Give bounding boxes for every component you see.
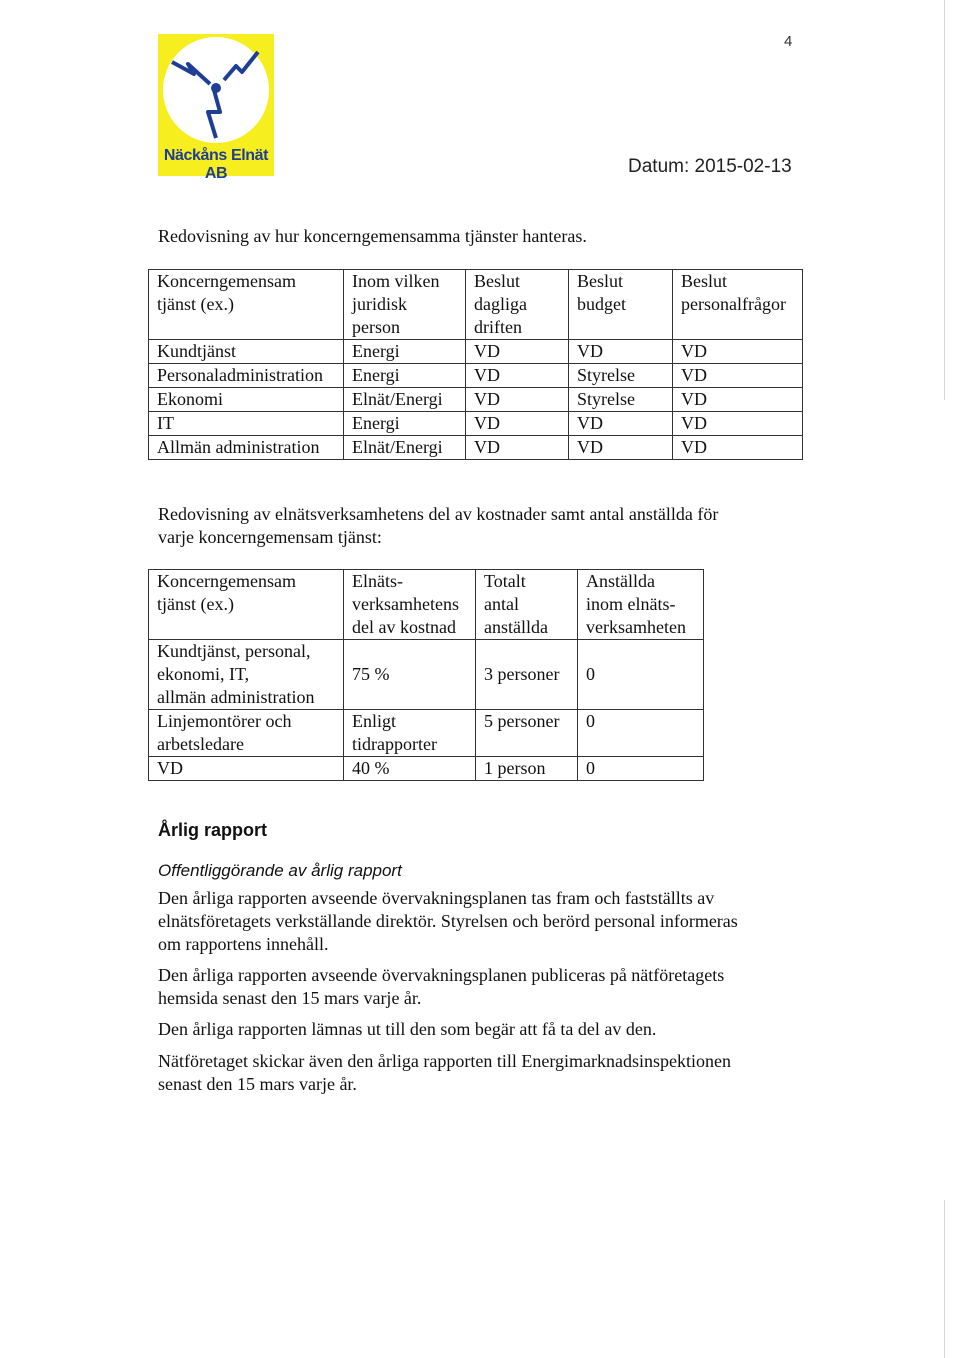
table-row (149, 436, 803, 460)
table-cell: VD (569, 436, 673, 460)
header-cell: Inom vilken juridisk person (344, 270, 466, 340)
table-cell: VD (466, 436, 569, 460)
header-cell: Koncerngemensam tjänst (ex.) (149, 270, 344, 340)
page-number: 4 (784, 33, 793, 50)
table-cell: 0 (578, 710, 704, 757)
logo-emblem-icon (158, 34, 274, 146)
table-row (149, 364, 803, 388)
table-cell: 3 personer (476, 640, 578, 710)
header-cell: Anställda inom elnäts- verksamheten (578, 570, 704, 640)
header-cell: Elnäts- verksamhetens del av kostnad (344, 570, 476, 640)
table-cell: Elnät/Energi (344, 388, 466, 412)
paragraph: Den årliga rapporten avseende övervakningsplanen tas fram och fastställts av elnätsföretagets verkställande direktör. Styrelsen och berörd personal informeras om rapportens innehåll. (158, 888, 738, 954)
table-cell: 1 person (476, 757, 578, 781)
table-cell: Energi (344, 412, 466, 436)
table-cell: VD (569, 340, 673, 364)
scan-edge-line (944, 1200, 945, 1358)
table-row (149, 757, 704, 781)
table-cell: Kundtjänst, personal, ekonomi, IT, allmän administration (149, 640, 344, 710)
table-row (149, 340, 803, 364)
paragraph: Nätföretaget skickar även den årliga rapporten till Energimarknadsinspektionen senast den 15 mars varje år. (158, 1051, 731, 1094)
table-cell: Kundtjänst (149, 340, 344, 364)
table-header-row (149, 570, 704, 640)
section-title: Årlig rapport (158, 820, 268, 840)
header-cell: Beslut personalfrågor (673, 270, 803, 340)
table-cell: 0 (578, 640, 704, 710)
table-cell: Allmän administration (149, 436, 344, 460)
scan-edge-line (944, 0, 945, 400)
header-cell: Totalt antal anställda (476, 570, 578, 640)
table-cell: Linjemontörer och arbetsledare (149, 710, 344, 757)
table-cell: VD (569, 412, 673, 436)
header-cell: Beslut budget (569, 270, 673, 340)
table-cell: Styrelse (569, 364, 673, 388)
table-cell: VD (466, 340, 569, 364)
table-header-row (149, 270, 803, 340)
paragraph: Den årliga rapporten avseende övervakningsplanen publiceras på nätföretagets hemsida senast den 15 mars varje år. (158, 965, 725, 1008)
table-cell: VD (673, 340, 803, 364)
section-subtitle: Offentliggörande av årlig rapport (158, 861, 402, 880)
table-row (149, 388, 803, 412)
header-cell: Beslut dagliga driften (466, 270, 569, 340)
cost-share-table (148, 569, 704, 781)
document-date: Datum: 2015-02-13 (628, 156, 792, 177)
table-cell: IT (149, 412, 344, 436)
table-cell: VD (673, 436, 803, 460)
table-cell: Enligt tidrapporter (344, 710, 476, 757)
header-cell: Koncerngemensam tjänst (ex.) (149, 570, 344, 640)
table-cell: VD (673, 364, 803, 388)
table-cell: Ekonomi (149, 388, 344, 412)
company-name: Näckåns Elnät AB (163, 147, 269, 182)
table-cell: 0 (578, 757, 704, 781)
table-cell: VD (149, 757, 344, 781)
table-cell: Energi (344, 340, 466, 364)
table-cell: Styrelse (569, 388, 673, 412)
intro-text-2: Redovisning av elnätsverksamhetens del av kostnader samt antal anställda för varje koncerngemensam tjänst: (158, 504, 719, 547)
table-cell: Personaladministration (149, 364, 344, 388)
paragraph: Den årliga rapporten lämnas ut till den som begär att få ta del av den. (158, 1019, 657, 1039)
table-row (149, 710, 704, 757)
table-cell: VD (466, 364, 569, 388)
table-row (149, 640, 704, 710)
table-cell: Energi (344, 364, 466, 388)
company-logo (158, 34, 274, 182)
table-cell: 5 personer (476, 710, 578, 757)
table-cell: VD (673, 388, 803, 412)
table-row (149, 412, 803, 436)
services-decision-table (148, 269, 803, 460)
table-cell: Elnät/Energi (344, 436, 466, 460)
table-cell: VD (466, 412, 569, 436)
table-cell: 40 % (344, 757, 476, 781)
intro-text-1: Redovisning av hur koncerngemensamma tjänster hanteras. (158, 226, 587, 246)
table-cell: VD (466, 388, 569, 412)
table-cell: 75 % (344, 640, 476, 710)
table-cell: VD (673, 412, 803, 436)
